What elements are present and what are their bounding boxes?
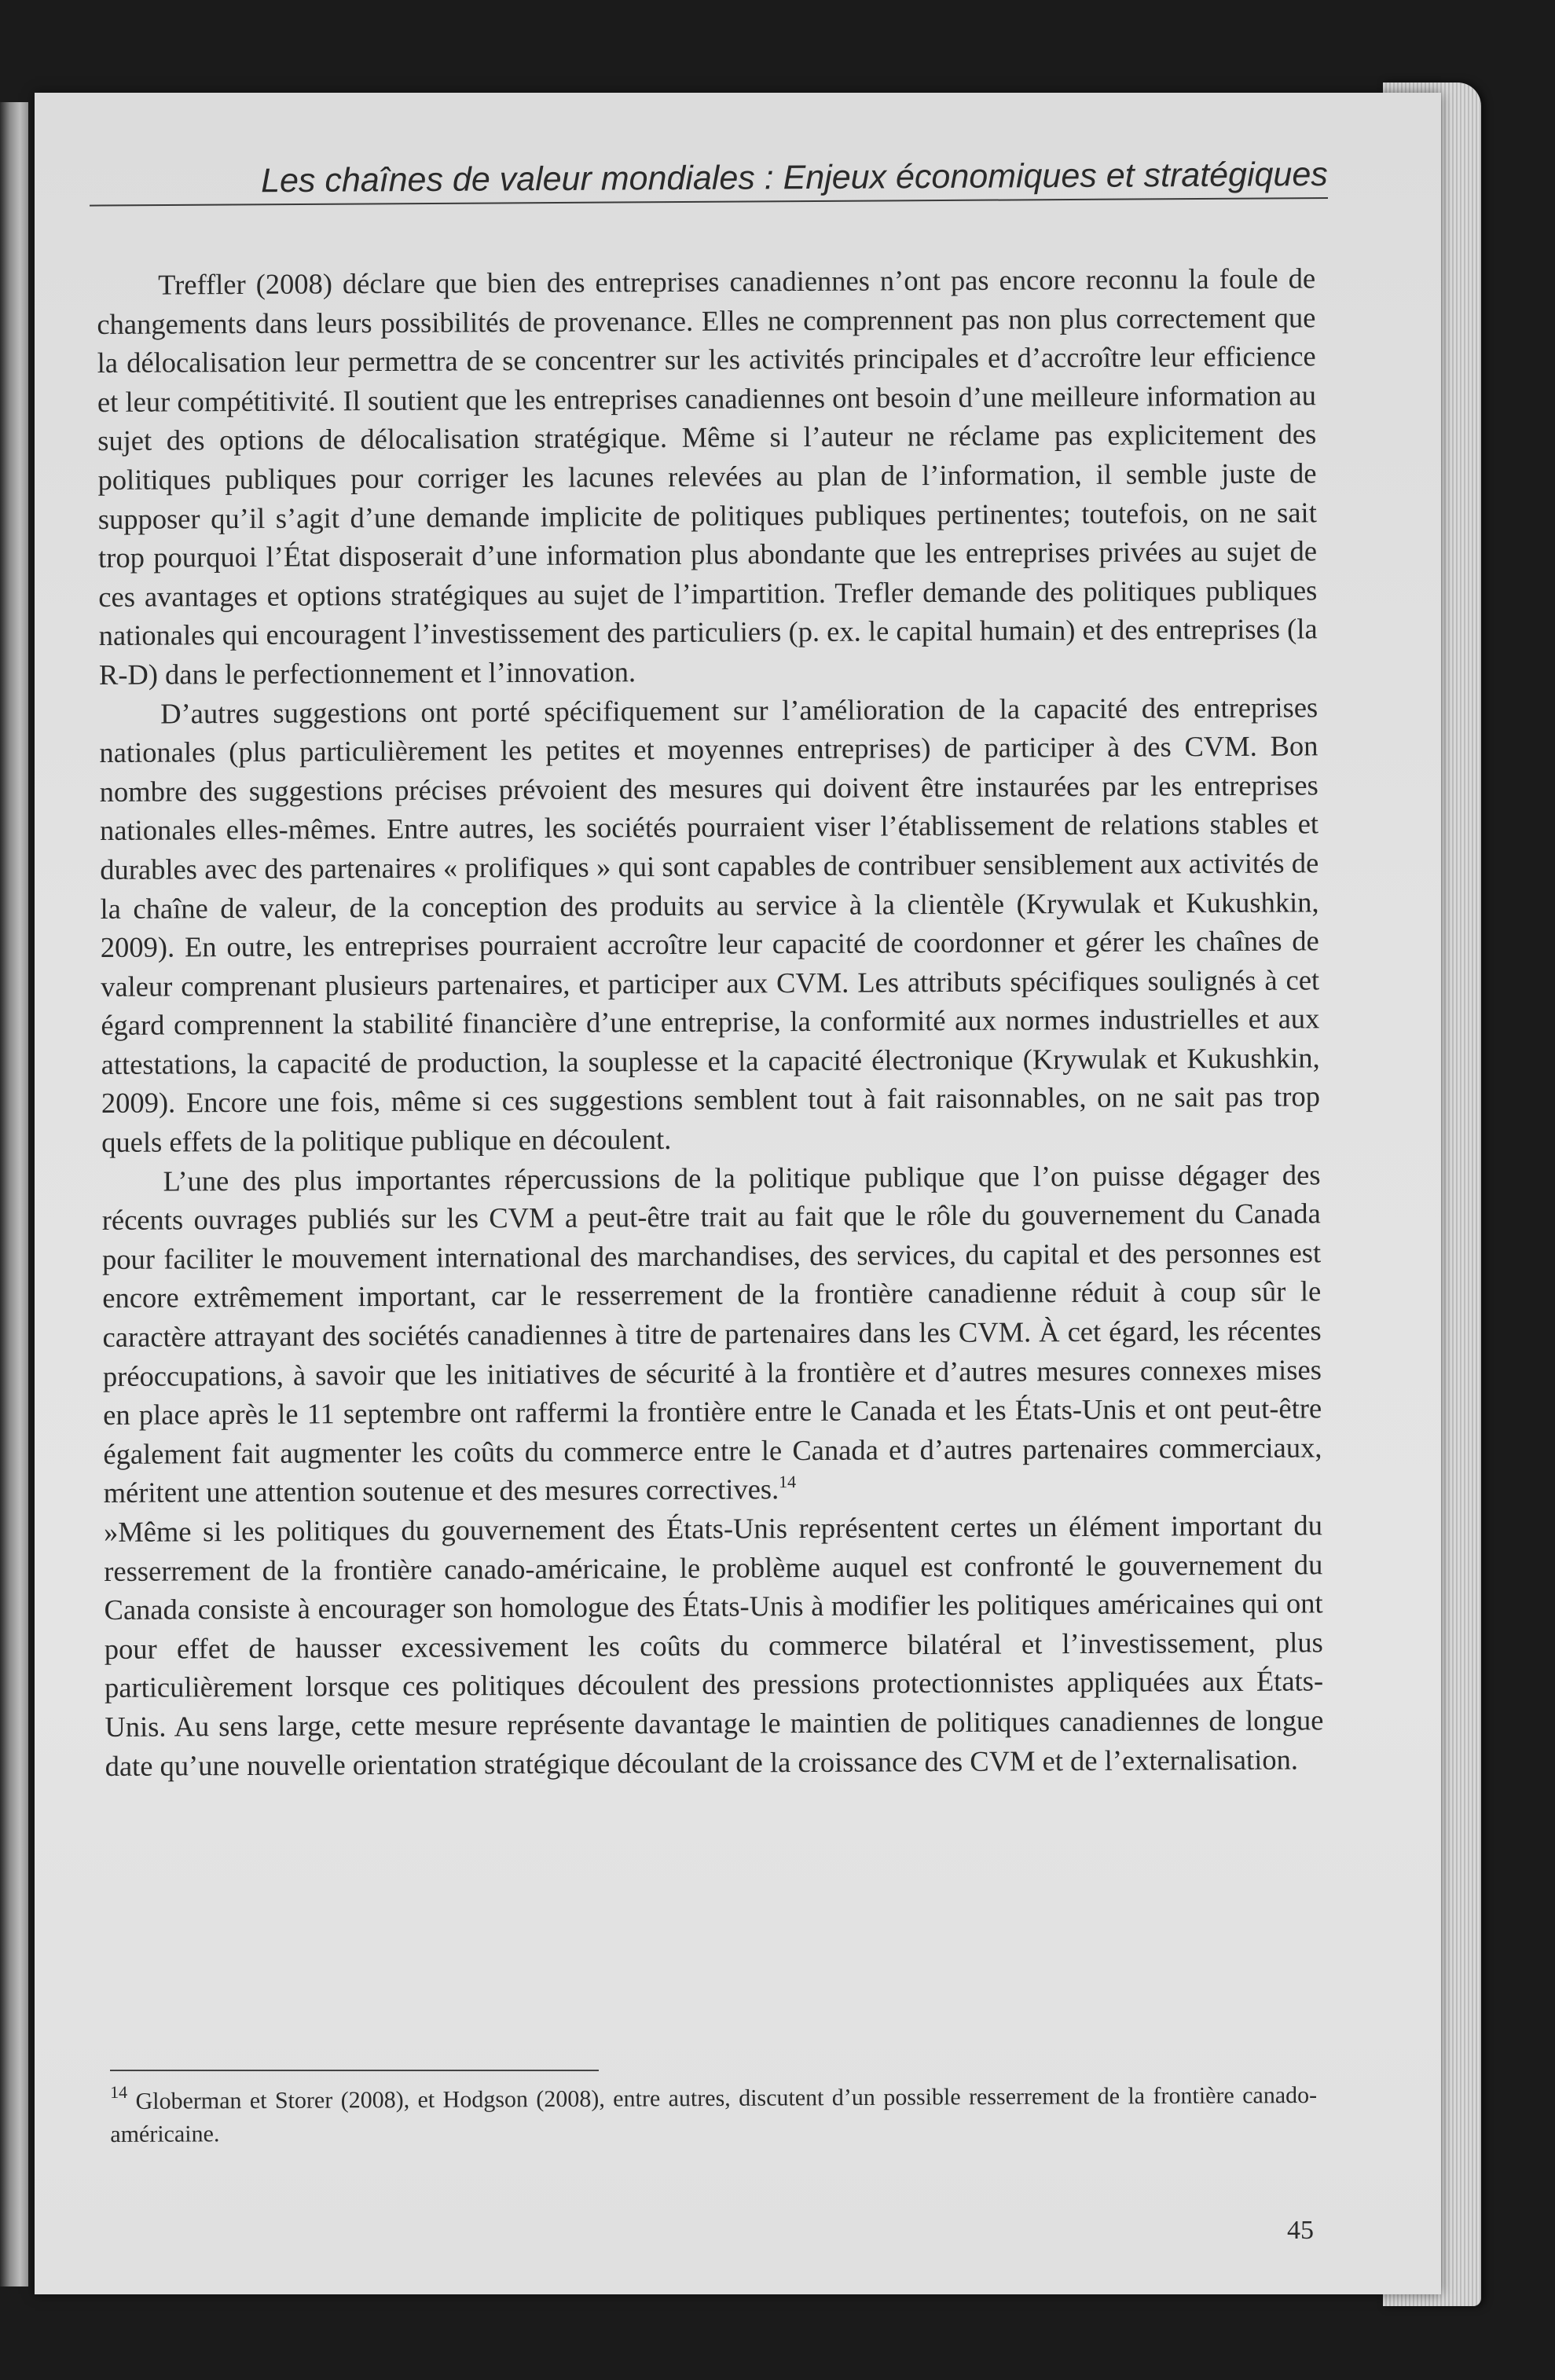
footnote-number: 14 bbox=[109, 2081, 128, 2102]
footnote-separator bbox=[110, 2070, 599, 2071]
paragraph-1: Treffler (2008) déclare que bien des entreprises canadiennes n’ont pas encore reconnu la foule de changements dans leurs possibilités de provenance. Elles ne comprennent pas non plus correctement que la délocalisation leur permettra de se concentrer sur les activités principales et d’accroître leur efficience et leur compétitivité. Il soutient que les entreprises canadiennes ont besoin d’une meilleure information au sujet des options de délocalisation stratégique. Même si l’auteur ne réclame pas explicitement des politiques publiques pour corriger les lacunes relevées au plan de l’information, il semble juste de supposer qu’il s’agit d’une demande implicite de politiques publiques pertinentes; toutefois, on ne sait trop pourquoi l’État disposerait d’une information plus abondante que les entreprises privées au sujet de ces avantages et options stratégiques au sujet de l’impartition. Trefler demande des politiques publiques nationales qui encouragent l’investissement des particuliers (p. ex. le capital humain) et des entreprises (la R-D) dans le perfectionnement et l’innovation. bbox=[97, 262, 1318, 691]
footnote bbox=[110, 2079, 1317, 2151]
book-page bbox=[35, 93, 1441, 2294]
body-text bbox=[97, 259, 1324, 1785]
paragraph-4: »Même si les politiques du gouvernement des États-Unis représentent certes un élément important du resserrement de la frontière canado-américaine, le problème auquel est confronté le gouvernement du Canada consiste à encourager son homologue des États-Unis à modifier les politiques américaines qui ont pour effet de hausser excessivement les coûts du commerce bilatéral et l’investissement, plus particulièrement lorsque ces politiques découlent des pressions protectionnistes appliquées aux États-Unis. Au sens large, cette mesure représente davantage le maintien de politiques canadiennes de longue date qu’une nouvelle orientation stratégique découlant de la croissance des CVM et de l’externalisation. bbox=[103, 1509, 1324, 1782]
page-number: 45 bbox=[1287, 2216, 1314, 2245]
paragraph-3 bbox=[101, 1155, 1322, 1513]
running-header: Les chaînes de valeur mondiales : Enjeux économiques et stratégiques bbox=[90, 156, 1328, 207]
footnote-text: Globerman et Storer (2008), et Hodgson (2008), entre autres, discutent d’un possible resserrement de la frontière canado-américaine. bbox=[110, 2081, 1318, 2147]
paragraph-2: D’autres suggestions ont porté spécifiquement sur l’amélioration de la capacité des entreprises nationales (plus particulièrement les petites et moyennes entreprises) de participer à des CVM. Bon nombre des suggestions précises prévoient des mesures qui doivent être instaurées par les entreprises nationales elles-mêmes. Entre autres, les sociétés pourraient viser l’établissement de relations stables et durables avec des partenaires « prolifiques » qui sont capables de contribuer sensiblement aux activités de la chaîne de valeur, de la conception des produits au service à la clientèle (Krywulak et Kukushkin, 2009). En outre, les entreprises pourraient accroître leur capacité de coordonner et gérer les chaînes de valeur comprenant plusieurs partenaires, et participer aux CVM. Les attributs spécifiques soulignés à cet égard comprennent la stabilité financière d’une entreprise, la conformité aux normes industrielles et aux attestations, la capacité de production, la souplesse et la capacité électronique (Krywulak et Kukushkin, 2009). Encore une fois, même si ces suggestions semblent tout à fait raisonnables, on ne sait pas trop quels effets de la politique publique en découlent. bbox=[99, 690, 1321, 1159]
footnote-reference: 14 bbox=[779, 1472, 797, 1492]
paragraph-3-text: L’une des plus importantes répercussions de la politique publique que l’on puisse dégager des récents ouvrages publiés sur les CVM a peut-être trait au fait que le rôle du gouvernement du Canada pour faciliter le mouvement international des marchandises, des services, du capital et des personnes est encore extrêmement important, car le resserrement de la frontière canadienne réduit à coup sûr le caractère attrayant des sociétés canadiennes à titre de partenaires dans les CVM. À cet égard, les récentes préoccupations, à savoir que les initiatives de sécurité à la frontière et d’autres mesures connexes mises en place après le 11 septembre ont raffermi la frontière entre le Canada et les États-Unis et ont peut-être également fait augmenter les coûts du commerce entre le Canada et d’autres partenaires commerciaux, méritent une attention soutenue et des mesures correctives. bbox=[101, 1157, 1322, 1509]
book-left-edge bbox=[0, 102, 28, 2286]
